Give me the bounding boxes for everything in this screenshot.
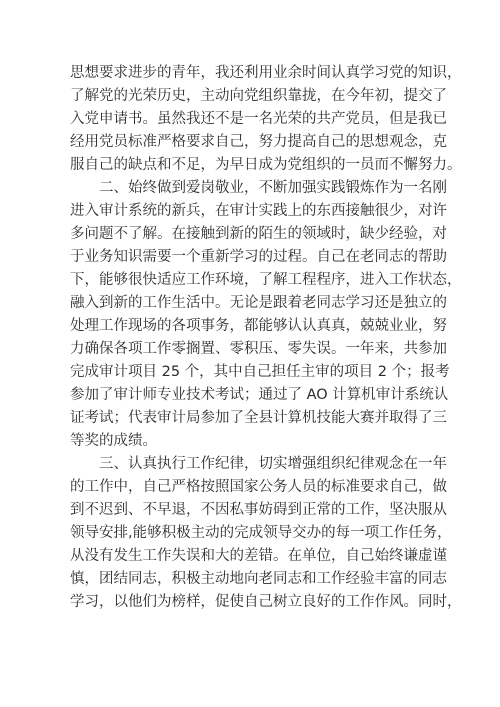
text-line: 入党申请书。虽然我还不是一名光荣的共产党员，但是我已 [70, 111, 447, 127]
text-line: 二、始终做到爱岗敬业，不断加强实践锻炼作为一名刚 [99, 180, 447, 196]
text-line: 的工作中，自己严格按照国家公务人员的标准要求自己，做 [70, 479, 447, 495]
text-line: 三、认真执行工作纪律，切实增强组织纪律观念在一年 [99, 456, 447, 472]
text-line: 了解党的光荣历史，主动向党组织靠拢，在今年初，提交了 [70, 88, 447, 104]
paragraph-2 [70, 177, 470, 453]
text-line: 学习，以他们为榜样，促使自己树立良好的工作作风。同时， [70, 594, 462, 610]
text-line: 等奖的成绩。 [70, 433, 157, 449]
text-line: 证考试；代表审计局参加了全县计算机技能大赛并取得了三 [70, 410, 447, 426]
text-line: 完成审计项目 25 个，其中自己担任主审的项目 2 个；报考 [70, 364, 450, 380]
text-line: 领导安排,能够积极主动的完成领导交办的每一项工作任务， [70, 525, 452, 541]
text-line: 到不迟到、不早退，不因私事妨碍到正常的工作，坚决服从 [70, 502, 447, 518]
body-text [70, 62, 470, 614]
text-line: 力确保各项工作零搁置、零积压、零失误。一年来，共参加 [70, 341, 447, 357]
text-line: 处理工作现场的各项事务，都能够认认真真，兢兢业业，努 [70, 318, 447, 334]
text-line: 经用党员标准严格要求自己，努力提高自己的思想观念，克 [70, 134, 447, 150]
text-line: 进入审计系统的新兵，在审计实践上的东西接触很少，对许 [70, 203, 447, 219]
text-line: 于业务知识需要一个重新学习的过程。自己在老同志的帮助 [70, 249, 447, 265]
text-line: 慎，团结同志，积极主动地向老同志和工作经验丰富的同志 [70, 571, 447, 587]
text-line: 从没有发生工作失误和大的差错。在单位，自己始终谦虚谨 [70, 548, 447, 564]
text-line: 融入到新的工作生活中。无论是跟着老同志学习还是独立的 [70, 295, 447, 311]
text-line: 思想要求进步的青年，我还利用业余时间认真学习党的知识， [70, 65, 462, 81]
text-line: 下，能够很快适应工作环境，了解工程程序，进入工作状态， [70, 272, 462, 288]
text-line: 多问题不了解。在接触到新的陌生的领域时，缺少经验，对 [70, 226, 447, 242]
text-line: 参加了审计师专业技术考试；通过了 AO 计算机审计系统认 [70, 387, 449, 403]
paragraph-3 [70, 453, 470, 614]
paragraph-1 [70, 62, 470, 177]
text-line: 服自己的缺点和不足，为早日成为党组织的一员而不懈努力。 [70, 157, 462, 173]
